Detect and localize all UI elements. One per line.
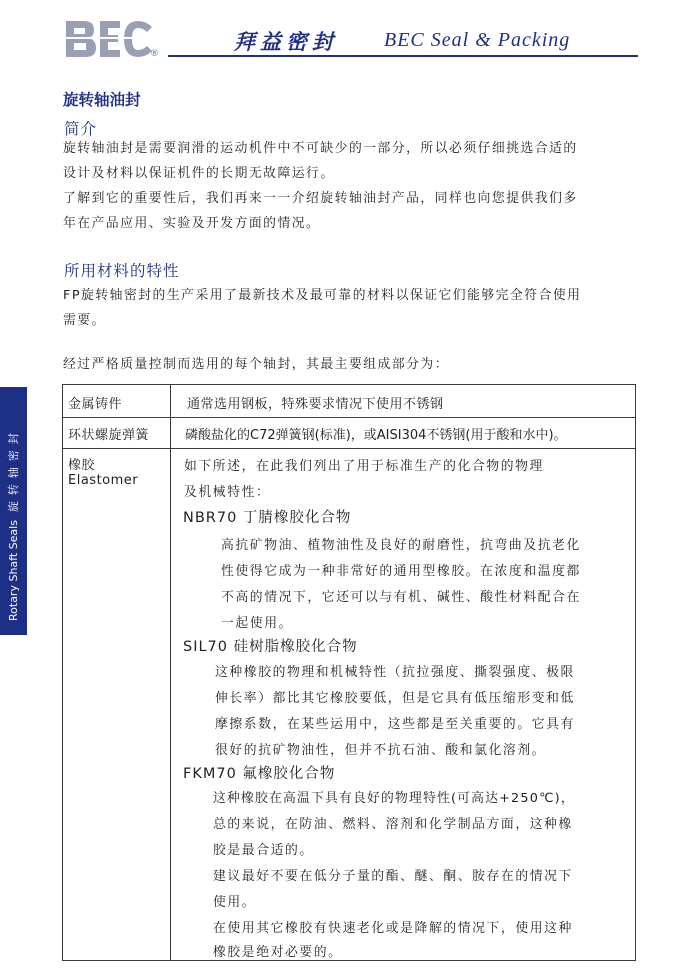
- compound-line: 橡胶是绝对必要的。: [213, 945, 343, 960]
- row-label-metal-case: 金属铸件: [68, 397, 123, 412]
- row-label-elastomer-en: Elastomer: [68, 473, 139, 488]
- compound-line: 建议最好不要在低分子量的酯、醚、酮、胺存在的情况下: [213, 869, 573, 884]
- compound-line: 这种橡胶的物理和机械特性（抗拉强度、撕裂强度、极限: [215, 665, 575, 680]
- compound-line: 一起使用。: [221, 616, 293, 631]
- table-divider-row: [63, 417, 635, 418]
- compound-line: 胶是最合适的。: [213, 843, 314, 858]
- brand-name-en: BEC Seal & Packing: [384, 29, 571, 51]
- compound-line: 不高的情况下，它还可以与有机、碱性、酸性材料配合在: [221, 590, 581, 605]
- materials-paragraph: [63, 283, 643, 333]
- intro-paragraph: [63, 136, 643, 236]
- materials-title: 所用材料的特性: [64, 262, 180, 280]
- side-tab-text-cn: 旋转轴密封: [7, 427, 20, 513]
- intro-title: 简介: [64, 120, 98, 138]
- elastomer-intro-line: 如下所述，在此我们列出了用于标准生产的化合物的物理: [184, 459, 544, 474]
- intro-line: 设计及材料以保证机件的长期无故障运行。: [63, 166, 335, 181]
- intro-line: 年在产品应用、实验及开发方面的情况。: [63, 216, 321, 231]
- compound-title-fkm70: FKM70 氟橡胶化合物: [183, 766, 336, 782]
- page-header: [0, 0, 688, 70]
- table-divider-row: [63, 448, 635, 449]
- intro-line: 旋转轴油封是需要润滑的运动机件中不可缺少的一部分，所以必须仔细挑选合适的: [63, 141, 578, 156]
- row-label-spring: 环状螺旋弹簧: [68, 428, 150, 443]
- materials-line: FP旋转轴密封的生产采用了最新技术及最可靠的材料以保证它们能够完全符合使用: [63, 288, 582, 303]
- intro-line: 了解到它的重要性后，我们再来一一介绍旋转轴油封产品，同样也向您提供我们多: [63, 191, 578, 206]
- brand-name-cn: 拜益密封: [234, 29, 338, 54]
- compound-line: 总的来说，在防油、燃料、溶剂和化学制品方面，这种橡: [213, 817, 573, 832]
- row-value-metal-case: 通常选用钢板，特殊要求情况下使用不锈钢: [187, 397, 444, 412]
- side-tab: [0, 387, 27, 635]
- compound-line: 这种橡胶在高温下具有良好的物理特性(可高达+250℃)，: [213, 791, 575, 806]
- table-divider-vertical: [170, 385, 171, 960]
- compound-line: 性使得它成为一种非常好的通用型橡胶。在浓度和温度都: [221, 564, 581, 579]
- compound-line: 很好的抗矿物油性，但并不抗石油、酸和氯化溶剂。: [215, 743, 547, 758]
- header-rule: [168, 55, 638, 57]
- compound-title-nbr70: NBR70 丁腈橡胶化合物: [183, 510, 352, 526]
- side-tab-text-en: Rotary Shaft Seals: [7, 520, 20, 621]
- bec-logo: [64, 17, 160, 61]
- side-tab-label: [0, 387, 27, 635]
- registered-mark: ®: [150, 49, 159, 59]
- page-title: 旋转轴油封: [63, 91, 141, 109]
- compound-line: 使用。: [213, 895, 257, 910]
- components-table: [62, 384, 636, 961]
- compound-line: 摩擦系数，在某些运用中，这些都是至关重要的。它具有: [215, 717, 575, 732]
- compound-line: 高抗矿物油、植物油性及良好的耐磨性，抗弯曲及抗老化: [221, 538, 581, 553]
- row-label-elastomer-cn: 橡胶: [68, 458, 96, 473]
- row-value-spring: 磷酸盐化的C72弹簧钢(标准)，或AISI304不锈钢(用于酸和水中)。: [185, 428, 567, 443]
- compound-line: 在使用其它橡胶有快速老化或是降解的情况下，使用这种: [213, 921, 573, 936]
- materials-line: 需要。: [63, 313, 106, 328]
- compound-line: 伸长率）都比其它橡胶要低，但是它具有低压缩形变和低: [215, 691, 575, 706]
- elastomer-intro-line: 及机械特性：: [184, 485, 271, 500]
- table-intro: 经过严格质量控制而选用的每个轴封，其最主要组成部分为：: [63, 357, 450, 372]
- compound-title-sil70: SIL70 硅树脂橡胶化合物: [183, 639, 358, 655]
